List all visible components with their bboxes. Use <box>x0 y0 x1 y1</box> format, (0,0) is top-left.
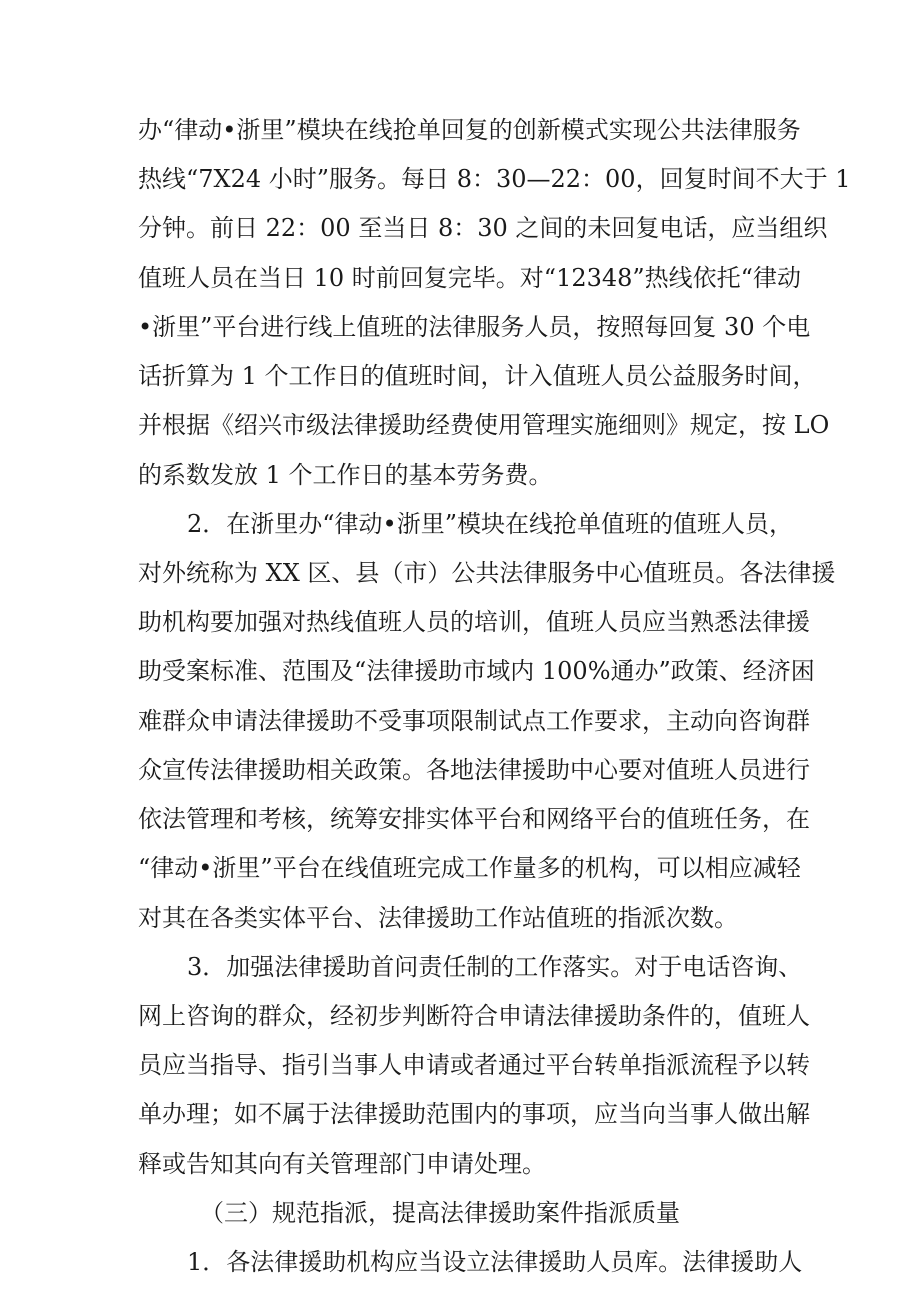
text-line: 助受案标准、范围及“法律援助市域内 100%通办”政策、经济困 <box>138 657 815 685</box>
text-line: 分钟。前日 22：00 至当日 8：30 之间的未回复电话，应当组织 <box>138 214 828 242</box>
text-line: 助机构要加强对热线值班人员的培训，值班人员应当熟悉法律援 <box>138 608 810 636</box>
text-line: 众宣传法律援助相关政策。各地法律援助中心要对值班人员进行 <box>138 756 810 784</box>
text-line: 释或告知其向有关管理部门申请处理。 <box>138 1150 546 1178</box>
text-line: 值班人员在当日 10 时前回复完毕。对“12348”热线依托“律动 <box>138 264 801 292</box>
text-line: 1．各法律援助机构应当设立法律援助人员库。法律援助人 <box>187 1248 803 1276</box>
text-line: 的系数发放 1 个工作日的基本劳务费。 <box>138 461 553 489</box>
text-line: 2．在浙里办“律动•浙里”模块在线抢单值班的值班人员， <box>187 510 793 538</box>
text-line: 网上咨询的群众，经初步判断符合申请法律援助条件的，值班人 <box>138 1002 810 1030</box>
text-line: 单办理；如不属于法律援助范围内的事项，应当向当事人做出解 <box>138 1100 810 1128</box>
section-heading: （三）规范指派，提高法律援助案件指派质量 <box>200 1199 680 1227</box>
text-line: •浙里”平台进行线上值班的法律服务人员，按照每回复 30 个电 <box>138 313 811 341</box>
text-line: 员应当指导、指引当事人申请或者通过平台转单指派流程予以转 <box>138 1051 810 1079</box>
text-line: 话折算为 1 个工作日的值班时间，计入值班人员公益服务时间， <box>138 362 817 390</box>
text-line: 办“律动•浙里”模块在线抢单回复的创新模式实现公共法律服务 <box>138 116 801 144</box>
text-line: 3．加强法律援助首问责任制的工作落实。对于电话咨询、 <box>187 953 803 981</box>
text-line: 对外统称为 XX 区、县（市）公共法律服务中心值班员。各法律援 <box>138 559 836 587</box>
text-line: 并根据《绍兴市级法律援助经费使用管理实施细则》规定，按 LO <box>138 411 830 439</box>
text-line: “律动•浙里”平台在线值班完成工作量多的机构，可以相应减轻 <box>138 854 801 882</box>
text-line: 对其在各类实体平台、法律援助工作站值班的指派次数。 <box>138 904 738 932</box>
text-line: 依法管理和考核，统筹安排实体平台和网络平台的值班任务，在 <box>138 805 810 833</box>
text-line: 难群众申请法律援助不受事项限制试点工作要求，主动向咨询群 <box>138 707 810 735</box>
text-line: 热线“7X24 小时”服务。每日 8：30—22：00，回复时间不大于 1 <box>138 165 851 193</box>
